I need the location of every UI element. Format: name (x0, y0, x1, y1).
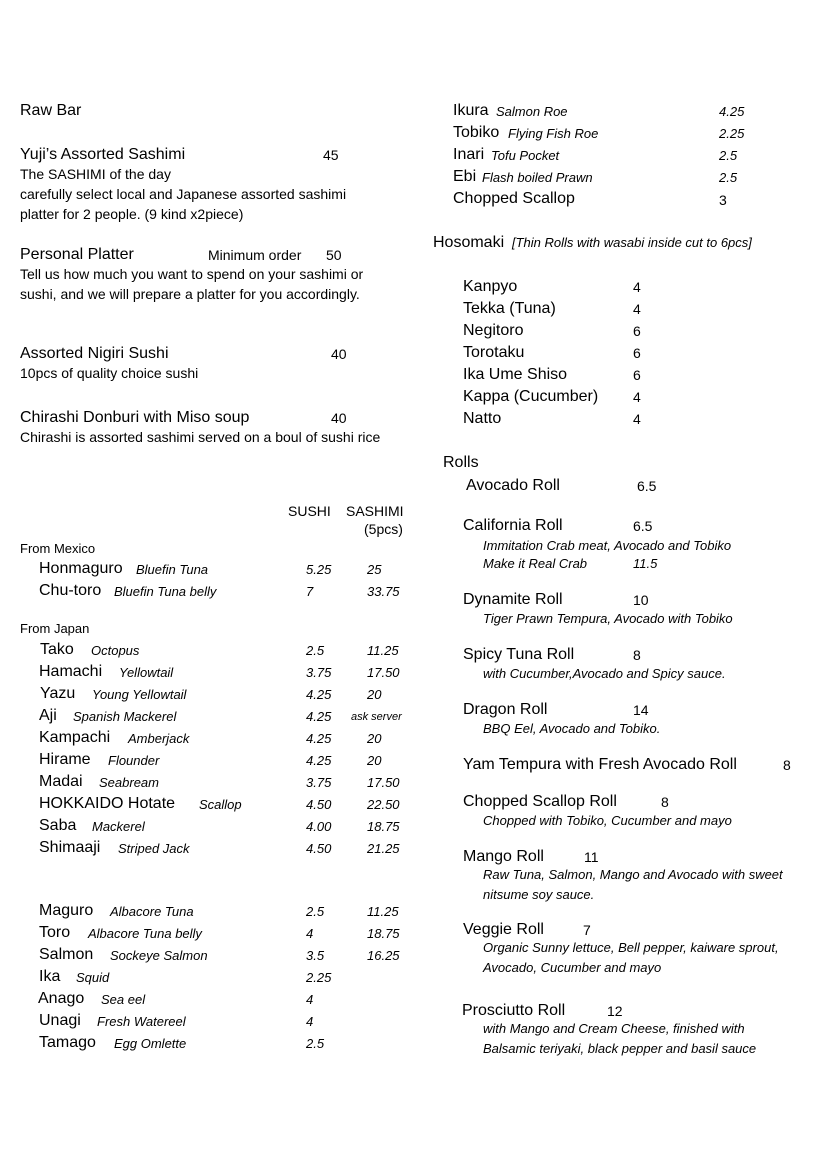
sushi-price: 4.25 (306, 753, 332, 768)
yuji-sashimi-price: 45 (323, 147, 339, 163)
fish-english-name: Yellowtail (119, 665, 174, 680)
fish-name: Unagi (39, 1012, 81, 1029)
fish-name: Maguro (39, 902, 94, 919)
chirashi-name: Chirashi Donburi with Miso soup (20, 409, 250, 426)
yuji-sashimi-desc: The SASHIMI of the day carefully select local and Japanese assorted sashimi platter for 2 people. (9 kind x2piece) (20, 166, 347, 222)
hosomaki-item-name: Tekka (Tuna) (463, 300, 556, 317)
nigiri-assorted-price: 40 (331, 346, 347, 362)
sushi-price: 4 (306, 926, 314, 941)
veggie-roll-desc: Organic Sunny lettuce, Bell pepper, kaiware sprout, Avocado, Cucumber and mayo (483, 940, 779, 975)
sashimi-column-note: (5pcs) (364, 521, 403, 537)
fish-english-name: Bluefin Tuna (136, 562, 209, 577)
dynamite-roll-price: 10 (633, 592, 649, 608)
california-roll-price: 6.5 (633, 518, 653, 534)
sashimi-price: 18.75 (367, 819, 400, 834)
prosciutto-roll-desc: with Mango and Cream Cheese, finished with Balsamic teriyaki, black pepper and basil sauce (483, 1021, 757, 1056)
fish-name: Saba (39, 817, 77, 834)
personal-platter-name: Personal Platter (20, 246, 134, 263)
chirashi-price: 40 (331, 410, 347, 426)
personal-platter-desc: Tell us how much you want to spend on your sashimi or sushi, and we will prepare a platter for you accordingly. (20, 266, 364, 302)
hosomaki-item-price: 4 (633, 279, 641, 295)
fish-english-name: Octopus (91, 643, 140, 658)
fish-english-name: Striped Jack (118, 841, 190, 856)
sashimi-price: 33.75 (367, 584, 400, 599)
hosomaki-item-name: Torotaku (463, 344, 525, 361)
fish-english-name: Fresh Watereel (97, 1014, 186, 1029)
california-roll-desc: Immitation Crab meat, Avocado and Tobiko (483, 538, 732, 553)
roe-item-price: 2.5 (719, 170, 738, 185)
fish-name: Aji (39, 707, 57, 724)
hosomaki-item-name: Kanpyo (463, 278, 518, 295)
sushi-price: 2.5 (306, 643, 325, 658)
roe-item-name: Chopped Scallop (453, 190, 575, 207)
spicy-tuna-roll-desc: with Cucumber,Avocado and Spicy sauce. (483, 666, 726, 681)
fish-english-name: Amberjack (128, 731, 190, 746)
prosciutto-roll-price: 12 (607, 1003, 623, 1019)
nigiri-assorted-desc: 10pcs of quality choice sushi (20, 365, 199, 381)
roe-item-english-name: Tofu Pocket (491, 148, 560, 163)
chopped-scallop-roll-price: 8 (661, 794, 669, 810)
sashimi-price: 11.25 (367, 904, 399, 919)
sushi-price: 7 (306, 584, 314, 599)
fish-english-name: Sockeye Salmon (110, 948, 208, 963)
sashimi-price: 21.25 (367, 841, 400, 856)
hosomaki-item-price: 4 (633, 301, 641, 317)
fish-name: Shimaaji (39, 839, 101, 856)
sashimi-price: 22.50 (367, 797, 400, 812)
sashimi-price: 20 (367, 687, 382, 702)
roe-item-price: 2.5 (719, 148, 738, 163)
california-roll-name: California Roll (463, 517, 563, 534)
nigiri-assorted-name: Assorted Nigiri Sushi (20, 345, 169, 362)
mango-roll-name: Mango Roll (463, 848, 544, 865)
fish-name: HOKKAIDO Hotate (39, 795, 176, 812)
california-roll-extra: Make it Real Crab (483, 556, 588, 571)
sashimi-price: 17.50 (367, 775, 400, 790)
dynamite-roll-name: Dynamite Roll (463, 591, 563, 608)
hosomaki-item-name: Natto (463, 410, 502, 427)
hosomaki-item-price: 6 (633, 367, 641, 383)
personal-platter-note: Minimum order (208, 247, 302, 263)
sashimi-price: 11.25 (367, 643, 399, 658)
roe-item-english-name: Flash boiled Prawn (482, 170, 593, 185)
sushi-price: 4.50 (306, 841, 332, 856)
sushi-price: 4.50 (306, 797, 332, 812)
fish-english-name: Egg Omlette (114, 1036, 187, 1051)
sushi-price: 4.25 (306, 731, 332, 746)
fish-english-name: Bluefin Tuna belly (114, 584, 217, 599)
sushi-price: 2.5 (306, 904, 325, 919)
fish-name: Toro (39, 924, 71, 941)
personal-platter-price: 50 (326, 247, 342, 263)
sushi-price: 3.5 (306, 948, 325, 963)
roe-item-price: 3 (719, 192, 727, 208)
sushi-price: 4 (306, 992, 314, 1007)
from-mexico-label: From Mexico (20, 541, 96, 556)
roe-item-price: 4.25 (719, 104, 745, 119)
chopped-scallop-roll-desc: Chopped with Tobiko, Cucumber and mayo (483, 813, 732, 828)
fish-name: Kampachi (39, 729, 111, 746)
hosomaki-item-price: 4 (633, 389, 641, 405)
fish-english-name: Albacore Tuna belly (88, 926, 202, 941)
prosciutto-roll-name: Prosciutto Roll (462, 1002, 566, 1019)
california-roll-extra-price: 11.5 (633, 556, 658, 571)
sushi-price: 4 (306, 1014, 314, 1029)
sashimi-price: 20 (367, 753, 382, 768)
veggie-roll-price: 7 (583, 922, 591, 938)
veggie-roll-name: Veggie Roll (463, 921, 544, 938)
yam-tempura-roll-price: 8 (783, 757, 791, 773)
roe-item-name: Ikura (453, 102, 489, 119)
fish-english-name: Spanish Mackerel (73, 709, 177, 724)
fish-english-name: Scallop (199, 797, 242, 812)
chirashi-desc: Chirashi is assorted sashimi served on a boul of sushi rice (20, 429, 381, 445)
roe-item-english-name: Flying Fish Roe (508, 126, 599, 141)
fish-english-name: Sea eel (101, 992, 146, 1007)
fish-english-name: Seabream (99, 775, 159, 790)
from-japan-label: From Japan (20, 621, 90, 636)
raw-bar-title: Raw Bar (20, 102, 82, 119)
hosomaki-subtitle: [Thin Rolls with wasabi inside cut to 6pcs] (512, 235, 752, 250)
spicy-tuna-roll-price: 8 (633, 647, 641, 663)
sushi-price: 2.5 (306, 1036, 325, 1051)
fish-name: Tako (40, 641, 74, 658)
fish-name: Yazu (40, 685, 76, 702)
sushi-price: 2.25 (306, 970, 332, 985)
avocado-roll-name: Avocado Roll (466, 477, 560, 494)
fish-name: Chu-toro (39, 582, 102, 599)
roe-item-name: Inari (453, 146, 485, 163)
avocado-roll-price: 6.5 (637, 478, 657, 494)
fish-name: Anago (38, 990, 85, 1007)
hosomaki-item-name: Ika Ume Shiso (463, 366, 568, 383)
fish-name: Ika (39, 968, 61, 985)
sashimi-price: 16.25 (367, 948, 400, 963)
fish-english-name: Albacore Tuna (110, 904, 194, 919)
fish-english-name: Young Yellowtail (92, 687, 187, 702)
sushi-price: 4.25 (306, 709, 332, 724)
fish-name: Honmaguro (39, 560, 123, 577)
roe-item-price: 2.25 (719, 126, 745, 141)
hosomaki-item-price: 4 (633, 411, 641, 427)
sushi-price: 3.75 (306, 665, 332, 680)
roe-item-english-name: Salmon Roe (496, 104, 568, 119)
spicy-tuna-roll-name: Spicy Tuna Roll (463, 646, 575, 663)
hosomaki-item-name: Kappa (Cucumber) (463, 388, 599, 405)
hosomaki-item-price: 6 (633, 345, 641, 361)
sushi-column-header: SUSHI (288, 503, 331, 519)
rolls-title: Rolls (443, 454, 479, 471)
hosomaki-item-name: Negitoro (463, 322, 524, 339)
sushi-price: 3.75 (306, 775, 332, 790)
mango-roll-price: 11 (584, 849, 599, 865)
hosomaki-item-price: 6 (633, 323, 641, 339)
fish-english-name: Squid (76, 970, 110, 985)
sashimi-column-header: SASHIMI (346, 503, 404, 519)
dragon-roll-price: 14 (633, 702, 649, 718)
roe-item-name: Tobiko (453, 124, 500, 141)
sashimi-price: 20 (367, 731, 382, 746)
yam-tempura-roll-name: Yam Tempura with Fresh Avocado Roll (463, 756, 737, 773)
sashimi-price: ask server (351, 711, 402, 723)
mango-roll-desc: Raw Tuna, Salmon, Mango and Avocado with sweet nitsume soy sauce. (483, 867, 783, 902)
chopped-scallop-roll-name: Chopped Scallop Roll (463, 793, 617, 810)
roe-item-name: Ebi (453, 168, 477, 185)
sashimi-price: 25 (367, 562, 382, 577)
hosomaki-title: Hosomaki (433, 234, 505, 251)
sushi-price: 5.25 (306, 562, 332, 577)
sushi-price: 4.00 (306, 819, 332, 834)
sashimi-price: 17.50 (367, 665, 400, 680)
fish-name: Tamago (39, 1034, 96, 1051)
dragon-roll-name: Dragon Roll (463, 701, 548, 718)
yuji-sashimi-name: Yuji’s Assorted Sashimi (20, 146, 186, 163)
fish-name: Madai (39, 773, 83, 790)
fish-english-name: Mackerel (92, 819, 145, 834)
fish-english-name: Flounder (108, 753, 160, 768)
dragon-roll-desc: BBQ Eel, Avocado and Tobiko. (483, 721, 661, 736)
sushi-price: 4.25 (306, 687, 332, 702)
fish-name: Salmon (39, 946, 94, 963)
dynamite-roll-desc: Tiger Prawn Tempura, Avocado with Tobiko (483, 611, 733, 626)
fish-name: Hamachi (39, 663, 103, 680)
sashimi-price: 18.75 (367, 926, 400, 941)
fish-name: Hirame (39, 751, 91, 768)
